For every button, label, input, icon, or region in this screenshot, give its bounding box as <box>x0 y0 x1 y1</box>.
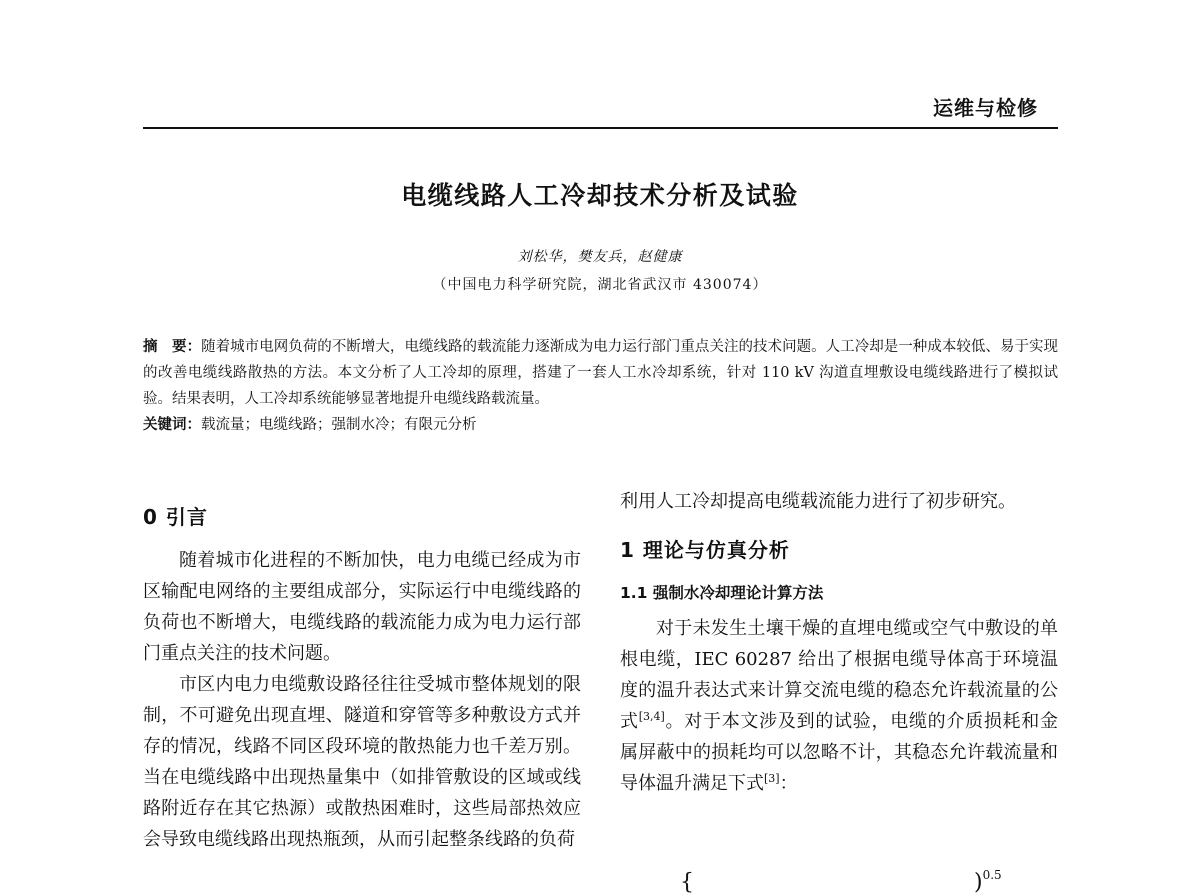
formula-open-brace: { <box>680 870 694 895</box>
header-rule <box>143 127 1058 129</box>
formula-exponent: 0.5 <box>982 868 1002 882</box>
theory-text-a: 对于未发生土壤干燥的直埋电缆或空气中敷设的单根电缆，IEC 60287 给出了根据电缆导体高于环境温度的温升表达式来计算交流电缆的稳态允许载流量的公式 <box>620 618 1058 732</box>
abstract-paragraph <box>143 334 1058 412</box>
keywords-text: 载流量；电缆线路；强制水冷；有限元分析 <box>201 417 477 433</box>
section-label: 运维与检修 <box>933 96 1038 120</box>
authors: 刘松华，樊友兵，赵健康 <box>517 249 683 265</box>
right-column <box>620 486 1058 799</box>
abstract-text: 随着城市电网负荷的不断增大，电缆线路的载流能力逐渐成为电力运行部门重点关注的技术问题。人工冷却是一种成本较低、易于实现的改善电缆线路散热的方法。本文分析了人工冷却的原理，搭建了一套人工水冷却系统，针对 110 kV 沟道直埋敷设电缆线路进行了模拟试验。结果表明，人工冷却系统能够显著地提升电缆线路载流量。 <box>143 339 1059 407</box>
theory-paragraph-1 <box>620 613 1058 799</box>
formula-fragment <box>680 870 1002 895</box>
paper-title: 电缆线路人工冷却技术分析及试验 <box>401 181 799 210</box>
left-column <box>143 545 581 855</box>
citation-3-4: [3,4] <box>638 710 665 723</box>
keywords-label: 关键词： <box>143 417 201 433</box>
intro-paragraph-continued: 利用人工冷却提高电缆载流能力进行了初步研究。 <box>620 491 1016 512</box>
subsection-heading-water-cooling: 1.1 强制水冷却理论计算方法 <box>620 584 824 602</box>
affiliation: （中国电力科学研究院，湖北省武汉市 430074） <box>432 277 768 293</box>
formula-close-paren: ) <box>974 870 983 895</box>
theory-text-c: ： <box>779 773 798 794</box>
abstract-label: 摘 要： <box>143 339 202 355</box>
section-heading-theory: 1 理论与仿真分析 <box>620 538 790 562</box>
citation-3: [3] <box>764 772 780 785</box>
theory-text-b: 。对于本文涉及到的试验，电缆的介质损耗和金属屏蔽中的损耗均可以忽略不计，其稳态允许载流量和导体温升满足下式 <box>620 711 1059 794</box>
intro-paragraph-2: 市区内电力电缆敷设路径往往受城市整体规划的限制，不可避免出现直埋、隧道和穿管等多种敷设方式并存的情况，线路不同区段环境的散热能力也千差万别。当在电缆线路中出现热量集中（如排管敷设的区域或线路附近存在其它热源）或散热困难时，这些局部热效应会导致电缆线路出现热瓶颈，从而引起整条线路的负荷 <box>143 674 581 850</box>
abstract-block <box>143 334 1058 438</box>
section-heading-introduction: 0 引言 <box>143 505 208 529</box>
intro-paragraph-1: 随着城市化进程的不断加快，电力电缆已经成为市区输配电网络的主要组成部分，实际运行中电缆线路的负荷也不断增大，电缆线路的载流能力成为电力运行部门重点关注的技术问题。 <box>143 550 581 664</box>
keywords-paragraph <box>143 412 1058 438</box>
